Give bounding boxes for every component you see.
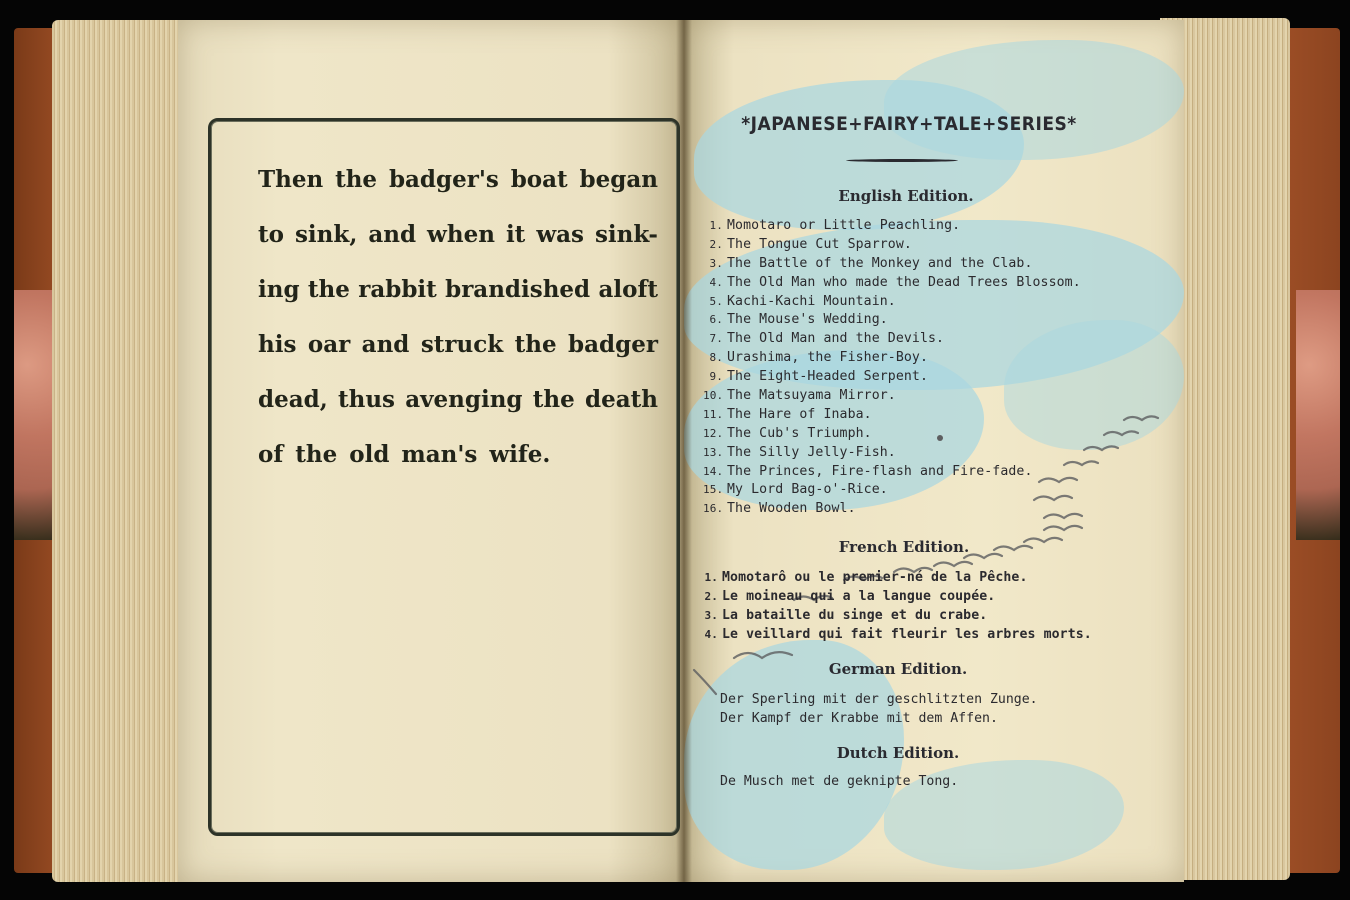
series-title: *JAPANESE+FAIRY+TALE+SERIES* — [741, 113, 1077, 135]
item-title: La bataille du singe et du crabe. — [722, 608, 988, 623]
list-item — [709, 368, 1081, 387]
word: brandished — [445, 276, 591, 303]
marbled-endpaper-right — [1296, 290, 1340, 540]
word: dead, — [258, 386, 328, 413]
list-item — [709, 311, 1081, 330]
word: ing — [258, 276, 300, 303]
list-item — [709, 274, 1081, 293]
list-item — [703, 463, 1081, 482]
word: began — [579, 166, 658, 193]
word: Then — [258, 166, 324, 193]
item-title: The Silly Jelly-Fish. — [727, 444, 896, 460]
item-number: 15. — [703, 483, 724, 497]
list-item — [703, 481, 1081, 500]
list-item — [704, 606, 1092, 625]
english-edition-list — [703, 217, 1081, 519]
list-item — [703, 406, 1081, 425]
story-line — [258, 317, 658, 372]
list-item — [709, 255, 1081, 274]
item-number: 4. — [709, 275, 723, 289]
french-edition-heading: French Edition. — [838, 538, 970, 556]
dutch-edition-list — [720, 772, 958, 791]
word: badger's — [388, 166, 499, 193]
list-item — [703, 500, 1081, 519]
list-item: Der Sperling mit der geschlitzten Zunge. — [720, 692, 1038, 707]
item-number: 5. — [709, 294, 723, 308]
item-title: The Mouse's Wedding. — [727, 312, 888, 328]
list-item — [709, 236, 1081, 255]
item-number: 4. — [704, 628, 718, 641]
word: the — [532, 386, 575, 413]
dutch-edition-heading: Dutch Edition. — [836, 744, 960, 762]
word: aloft — [598, 276, 658, 303]
word: wife. — [489, 441, 551, 468]
list-item — [704, 625, 1092, 644]
word: avenging — [405, 386, 523, 413]
english-edition-heading: English Edition. — [838, 187, 974, 205]
item-number: 1. — [709, 219, 723, 232]
word: of — [258, 441, 284, 468]
list-item — [709, 349, 1081, 368]
word: thus — [337, 386, 395, 413]
german-edition-list — [720, 690, 1038, 728]
story-line — [258, 427, 658, 482]
item-title: The Cub's Triumph. — [727, 425, 872, 441]
item-number: 2. — [704, 590, 718, 603]
list-item — [709, 217, 1081, 236]
list-item — [704, 587, 1092, 606]
item-title: The Tongue Cut Sparrow. — [727, 236, 912, 252]
sky-wash — [884, 40, 1184, 160]
word: oar — [307, 331, 351, 358]
list-item — [709, 293, 1081, 312]
item-title: The Princes, Fire-flash and Fire-fade. — [727, 463, 1033, 479]
story-line — [258, 262, 658, 317]
word: it — [505, 221, 526, 248]
list-item: Der Kampf der Krabbe mit dem Affen. — [720, 711, 998, 726]
list-item — [703, 387, 1081, 406]
story-text — [258, 152, 658, 482]
list-item — [703, 425, 1081, 444]
word: struck — [420, 331, 504, 358]
list-item: De Musch met de geknipte Tong. — [720, 774, 959, 789]
item-number: 11. — [703, 407, 724, 421]
word: and — [368, 221, 417, 248]
item-title: My Lord Bag-o'-Rice. — [727, 482, 888, 498]
word: badger — [568, 331, 658, 358]
item-number: 6. — [709, 313, 723, 327]
word: was — [536, 221, 584, 248]
word: to — [258, 221, 284, 248]
item-title: Momotaro or Little Peachling. — [727, 218, 961, 233]
word: the — [295, 441, 338, 468]
word: sink- — [594, 221, 658, 248]
item-number: 8. — [709, 351, 723, 365]
item-number: 2. — [709, 237, 723, 251]
word: rabbit — [358, 276, 437, 303]
list-item — [709, 330, 1081, 349]
word: man's — [401, 441, 478, 468]
word: boat — [510, 166, 568, 193]
item-title: The Matsuyama Mirror. — [727, 388, 896, 404]
list-item — [704, 568, 1092, 587]
word: his — [258, 331, 297, 358]
item-number: 12. — [703, 426, 724, 440]
item-title: The Wooden Bowl. — [727, 501, 856, 517]
item-number: 1. — [704, 571, 718, 584]
item-number: 9. — [709, 370, 723, 384]
story-line — [258, 372, 658, 427]
item-number: 3. — [704, 609, 718, 622]
title-rule — [846, 159, 958, 162]
story-line — [258, 207, 658, 262]
item-number: 10. — [703, 389, 724, 403]
french-edition-list — [704, 568, 1092, 644]
word: death — [584, 386, 658, 413]
word: when — [427, 221, 495, 248]
item-number: 13. — [703, 445, 724, 459]
word: the — [335, 166, 378, 193]
item-number: 14. — [703, 464, 724, 478]
item-title: Momotarô ou le premier-né de la Pêche. — [722, 570, 1028, 585]
item-number: 7. — [709, 332, 723, 346]
item-title: Le moineau qui a la langue coupée. — [722, 589, 996, 604]
item-title: Le veillard qui fait fleurir les arbres morts. — [722, 627, 1092, 642]
item-number: 16. — [703, 502, 724, 516]
word: sink, — [294, 221, 358, 248]
story-line — [258, 152, 658, 207]
item-title: The Hare of Inaba. — [727, 406, 872, 422]
item-title: The Eight-Headed Serpent. — [727, 369, 928, 385]
word: the — [514, 331, 557, 358]
item-number: 3. — [709, 256, 723, 270]
item-title: The Old Man and the Devils. — [727, 331, 945, 347]
list-item — [703, 444, 1081, 463]
word: and — [361, 331, 410, 358]
item-title: The Old Man who made the Dead Trees Blossom. — [727, 274, 1081, 290]
item-title: The Battle of the Monkey and the Clab. — [727, 255, 1033, 271]
word: the — [307, 276, 350, 303]
item-title: Urashima, the Fisher-Boy. — [727, 350, 928, 366]
word: old — [349, 441, 390, 468]
item-title: Kachi-Kachi Mountain. — [727, 293, 896, 309]
german-edition-heading: German Edition. — [828, 660, 968, 678]
